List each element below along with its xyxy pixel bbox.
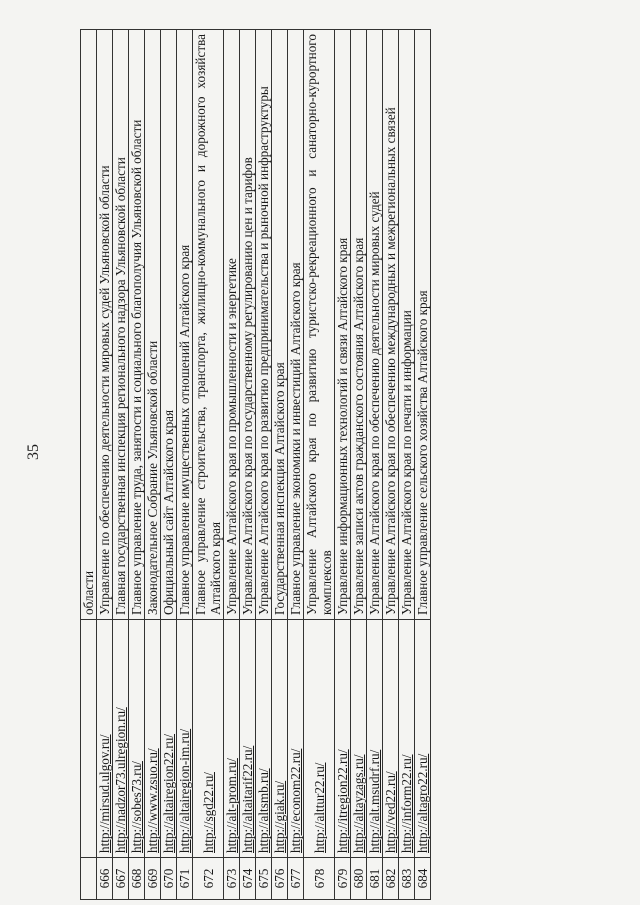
row-number: 673 [224, 858, 240, 900]
site-link[interactable]: http://alttur22.ru/ [304, 620, 335, 858]
table-row [415, 30, 431, 900]
organization-name: Главное управление строительства, транспорта, жилищно-коммунального и дорожного хозяйства Алтайского края [193, 30, 224, 620]
row-number: 674 [240, 858, 256, 900]
site-link[interactable]: http://alt.msudrf.ru/ [367, 620, 383, 858]
table-row [399, 30, 415, 900]
table-row [351, 30, 367, 900]
row-number: 679 [335, 858, 351, 900]
table-row [129, 30, 145, 900]
site-link[interactable] [81, 620, 97, 858]
table-row [193, 30, 224, 900]
organization-name: области [81, 30, 97, 620]
site-link[interactable]: http://alt-prom.ru/ [224, 620, 240, 858]
table-row [367, 30, 383, 900]
site-link[interactable]: http://sobes73.ru/ [129, 620, 145, 858]
row-number: 668 [129, 858, 145, 900]
row-number: 672 [193, 858, 224, 900]
organization-name: Управление Алтайского края по промышленности и энергетике [224, 30, 240, 620]
row-number: 669 [145, 858, 161, 900]
page-number: 35 [25, 444, 42, 460]
organization-name: Управление Алтайского края по развитию предпринимательства и рыночной инфраструктуры [256, 30, 272, 620]
site-link[interactable]: http://sgd22.ru/ [193, 620, 224, 858]
organization-name: Главная государственная инспекция регионального надзора Ульяновской области [113, 30, 129, 620]
site-link[interactable]: http://econom22.ru/ [288, 620, 304, 858]
row-number: 683 [399, 858, 415, 900]
row-number: 676 [272, 858, 288, 900]
table-row [81, 30, 97, 900]
organization-name: Управление Алтайского края по развитию туристско-рекреационного и санаторно-курортного комплексов [304, 30, 335, 620]
organization-name: Главное управление экономики и инвестиций Алтайского края [288, 30, 304, 620]
organization-name: Главное управление сельского хозяйства Алтайского края [415, 30, 431, 620]
row-number: 684 [415, 858, 431, 900]
table-row [383, 30, 399, 900]
table-row [288, 30, 304, 900]
organization-name: Управление Алтайского края по обеспечению деятельности мировых судей [367, 30, 383, 620]
organization-name: Управление записи актов гражданского состояния Алтайского края [351, 30, 367, 620]
site-link[interactable]: http://altsmb.ru/ [256, 620, 272, 858]
site-link[interactable]: http://altairegion-im.ru/ [177, 620, 193, 858]
site-link[interactable]: http://ved22.ru/ [383, 620, 399, 858]
site-link[interactable]: http://inform22.ru/ [399, 620, 415, 858]
row-number: 671 [177, 858, 193, 900]
site-link[interactable]: http://giak.ru/ [272, 620, 288, 858]
organization-name: Официальный сайт Алтайского края [161, 30, 177, 620]
row-number: 670 [161, 858, 177, 900]
row-number [81, 858, 97, 900]
site-link[interactable]: http://www.zsuo.ru/ [145, 620, 161, 858]
organization-name: Законодательное Собрание Ульяновской области [145, 30, 161, 620]
organization-name: Управление Алтайского края по печати и информации [399, 30, 415, 620]
row-number: 667 [113, 858, 129, 900]
table-row [256, 30, 272, 900]
table-row [177, 30, 193, 900]
organization-name: Государственная инспекция Алтайского края [272, 30, 288, 620]
row-number: 680 [351, 858, 367, 900]
organization-name: Управление Алтайского края по обеспечению международных и межрегиональных связей [383, 30, 399, 620]
table-row [113, 30, 129, 900]
registry-table [80, 29, 431, 900]
table-row [161, 30, 177, 900]
organization-name: Управление по обеспечению деятельности мировых судей Ульяновской области [97, 30, 113, 620]
site-link[interactable]: http://altayzags.ru/ [351, 620, 367, 858]
table-row [224, 30, 240, 900]
organization-name: Управление информационных технологий и связи Алтайского края [335, 30, 351, 620]
row-number: 681 [367, 858, 383, 900]
row-number: 678 [304, 858, 335, 900]
row-number: 682 [383, 858, 399, 900]
organization-name: Управление Алтайского края по государственному регулированию цен и тарифов [240, 30, 256, 620]
table-row [304, 30, 335, 900]
organization-name: Главное управление имущественных отношений Алтайского края [177, 30, 193, 620]
row-number: 677 [288, 858, 304, 900]
site-link[interactable]: http://itregion22.ru/ [335, 620, 351, 858]
registry-table-container [80, 30, 580, 900]
table-row [335, 30, 351, 900]
table-row [240, 30, 256, 900]
table-row [97, 30, 113, 900]
site-link[interactable]: http://mirsud.ulgov.ru/ [97, 620, 113, 858]
registry-table-body [81, 30, 431, 900]
site-link[interactable]: http://nadzor73.ulregion.ru/ [113, 620, 129, 858]
site-link[interactable]: http://altaitarif22.ru/ [240, 620, 256, 858]
site-link[interactable]: http://altagro22.ru/ [415, 620, 431, 858]
table-row [272, 30, 288, 900]
row-number: 666 [97, 858, 113, 900]
site-link[interactable]: http://altairegion22.ru/ [161, 620, 177, 858]
table-row [145, 30, 161, 900]
organization-name: Главное управление труда, занятости и социального благополучия Ульяновской области [129, 30, 145, 620]
row-number: 675 [256, 858, 272, 900]
